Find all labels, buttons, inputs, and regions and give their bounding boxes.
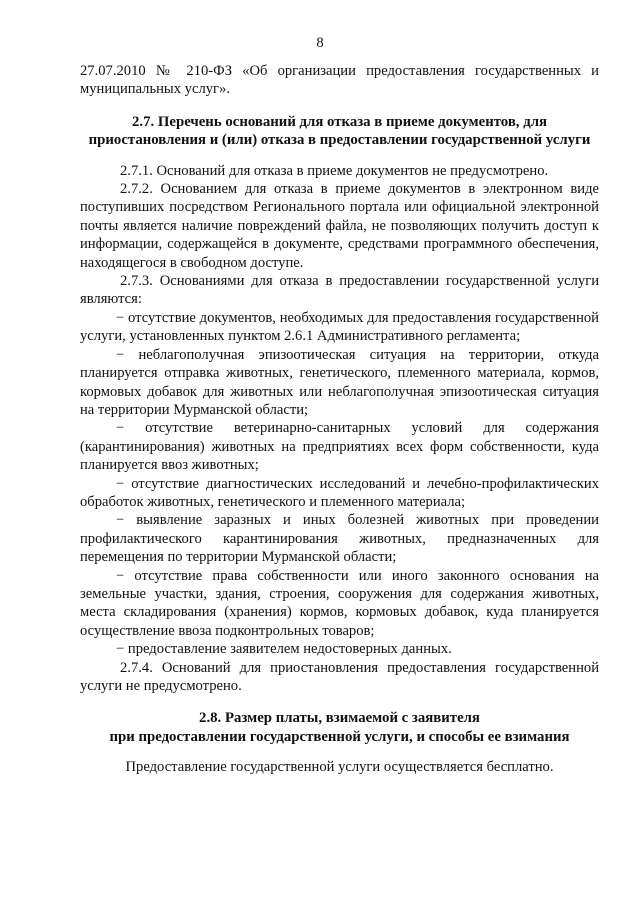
- paragraph-2-7-2: 2.7.2. Основанием для отказа в приеме документов в электронном виде поступивших посредством Регионального портала или официальной электронной почты является наличие повреждений файла, не позволяющих получить доступ к информации, содержащейся в документе, средствами программного обеспечения, находящегося в свободном доступе.: [80, 181, 599, 271]
- list-item: − предоставление заявителем недостоверных данных.: [116, 641, 452, 658]
- paragraph-2-7-1: 2.7.1. Оснований для отказа в приеме документов не предусмотрено.: [120, 162, 549, 179]
- section-2-7-heading-line2: приостановления и (или) отказа в предоставлении государственной услуги: [88, 132, 591, 149]
- section-2-7-heading-line1: 2.7. Перечень оснований для отказа в приеме документов, для: [132, 113, 547, 130]
- intro-paragraph: 27.07.2010 № 210-ФЗ «Об организации предоставления государственных и муниципальных услуг».: [80, 63, 599, 98]
- page-number: 8: [316, 35, 324, 51]
- list-item: − выявление заразных и иных болезней животных при проведении профилактического карантинирования животных, предназначенных для перемещения по территории Мурманской области;: [80, 512, 599, 566]
- list-item: − неблагополучная эпизоотическая ситуация на территории, откуда планируется отправка животных, генетического, племенного материала, кормов, кормовых добавок для животных или неблагополучная эпизоотическая ситуация на территории Мурманской области;: [80, 346, 599, 418]
- fee-statement: Предоставление государственной услуги осуществляется бесплатно.: [125, 759, 554, 776]
- paragraph-2-7-3: 2.7.3. Основаниями для отказа в предоставлении государственной услуги являются:: [80, 273, 599, 308]
- section-2-8-heading-line1: 2.8. Размер платы, взимаемой с заявителя: [199, 710, 480, 727]
- section-2-8-heading-line2: при предоставлении государственной услуги, и способы ее взимания: [109, 728, 570, 745]
- section-2-8-heading: [80, 709, 599, 746]
- paragraph-2-7-4: 2.7.4. Оснований для приостановления предоставления государственной услуги не предусмотрено.: [80, 659, 599, 694]
- list-item: − отсутствие ветеринарно-санитарных условий для содержания (карантинирования) животных на предприятиях всех форм собственности, куда планируется ввоз животных;: [80, 420, 599, 474]
- list-item: − отсутствие диагностических исследований и лечебно-профилактических обработок животных, генетического и племенного материала;: [80, 475, 599, 510]
- list-item: − отсутствие права собственности или иного законного основания на земельные участки, здания, строения, сооружения для содержания животных, места складирования (хранения) кормов, кормовых добавок, куда планируется осуществление ввоза подконтрольных товаров;: [80, 567, 599, 639]
- section-2-7-heading: [80, 113, 599, 150]
- page-content: [80, 62, 599, 777]
- list-item: − отсутствие документов, необходимых для предоставления государственной услуги, установленных пунктом 2.6.1 Административного регламента;: [80, 309, 599, 345]
